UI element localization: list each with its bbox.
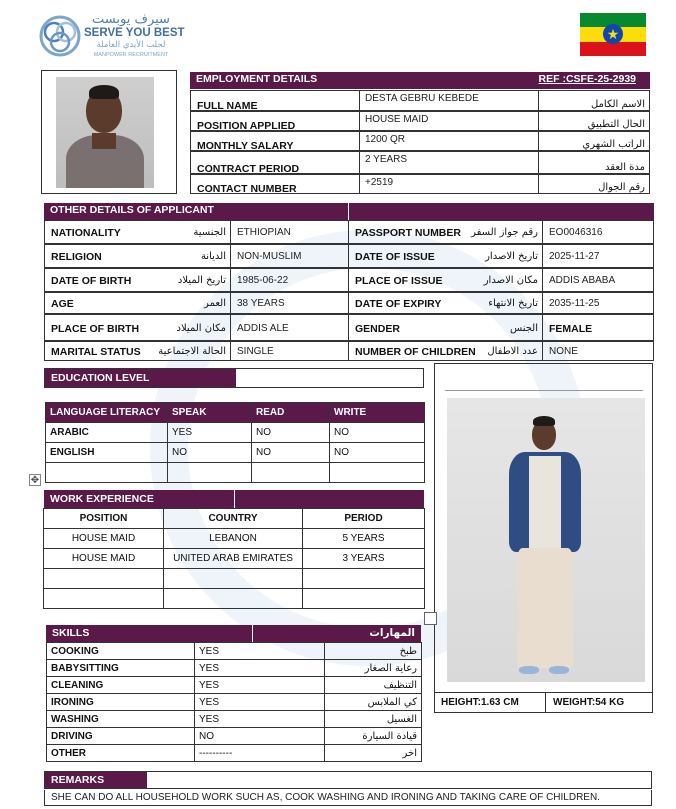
applicant-full-photo [447,398,645,682]
skill-value: YES [195,643,325,660]
skill-label: BABYSITTING [47,660,195,677]
work-column-header: PERIOD [303,509,425,529]
other-label-arabic: رقم جواز السفر [471,227,538,238]
employment-label: FULL NAME [190,90,360,111]
work-cell: 5 YEARS [303,529,425,549]
employment-value: HOUSE MAID [359,111,539,131]
other-label-arabic: الديانة [200,251,226,262]
skill-row [47,711,422,728]
other-details-header [44,203,654,220]
language-level: NO [330,443,425,463]
other-label-arabic: الحالة الاجتماعية [158,346,226,357]
other-value: SINGLE [230,341,349,361]
other-value: 2035-11-25 [542,292,654,314]
other-label: DATE OF ISSUE [355,251,435,263]
height-value: HEIGHT:1.63 CM [441,697,519,708]
other-value: NONE [542,341,654,361]
other-label-cell [348,341,543,361]
skill-label: DRIVING [47,728,195,745]
employment-details-title: EMPLOYMENT DETAILS [196,73,318,85]
applicant-portrait-frame [41,70,177,194]
skill-value: NO [195,728,325,745]
flag-emblem-icon: ★ [603,24,623,44]
table-move-handle-icon[interactable]: ✥ [30,475,40,486]
work-column-header: POSITION [44,509,164,529]
other-label: MARITAL STATUS [51,346,141,358]
work-row [44,549,425,569]
skill-row [47,660,422,677]
skills-table [46,642,422,762]
skill-label-arabic: رعاية الصغار [325,660,422,677]
other-label-cell [44,244,231,268]
other-details-title: OTHER DETAILS OF APPLICANT [50,204,214,216]
other-label-arabic: تاريخ الانتهاء [488,298,538,309]
skill-row [47,728,422,745]
other-label-cell [348,244,543,268]
other-value: FEMALE [542,314,654,341]
skill-value: YES [195,711,325,728]
other-label: DATE OF EXPIRY [355,298,442,310]
other-label-arabic: العمر [204,298,226,309]
work-cell: UNITED ARAB EMIRATES [164,549,303,569]
other-value: 38 YEARS [230,292,349,314]
other-label: NUMBER OF CHILDREN [355,346,476,358]
language-row-empty [46,463,425,483]
other-label-cell [348,314,543,341]
skills-title: SKILLS [52,627,90,639]
other-label-arabic: مكان الاصدار [483,275,538,286]
skill-value: YES [195,677,325,694]
work-column-header: COUNTRY [164,509,303,529]
skill-label-arabic: الغسيل [325,711,422,728]
education-level-row [44,368,424,388]
skill-row [47,694,422,711]
work-experience-title: WORK EXPERIENCE [50,493,154,505]
applicant-portrait [56,77,154,188]
language-column-header: LANGUAGE LITERACY [46,403,168,423]
language-literacy-table [45,402,425,483]
language-level: NO [168,443,252,463]
education-level-title: EDUCATION LEVEL [51,372,150,384]
employment-label-arabic: الراتب الشهري [538,131,650,151]
work-columns-row [44,509,425,529]
language-column-header: WRITE [330,403,425,423]
language-level: NO [252,443,330,463]
skill-label-arabic: قيادة السيارة [325,728,422,745]
other-label-arabic: الجنس [509,323,538,334]
work-row-empty [44,589,425,609]
skill-label-arabic: اخر [325,745,422,762]
work-row-empty [44,569,425,589]
remarks-title: REMARKS [51,774,105,786]
logo-arabic-sub: لجلب الأيدي العاملة [96,40,166,50]
employment-label: CONTACT NUMBER [190,174,360,194]
language-row [46,423,425,443]
language-header-row [46,403,425,423]
ethiopia-flag [580,13,646,56]
skill-label: OTHER [47,745,195,762]
language-row [46,443,425,463]
other-value: ADDIS ALE [230,314,349,341]
skill-label: COOKING [47,643,195,660]
language-name: ARABIC [46,423,168,443]
language-name: ENGLISH [46,443,168,463]
employment-label-arabic: الحال التطبيق [538,111,650,131]
other-label: PLACE OF ISSUE [355,275,443,287]
other-label: RELIGION [51,251,102,263]
logo-emblem-icon [38,14,82,58]
logo-sub: MANPOWER RECRUITMENT [93,52,169,58]
other-value: 2025-11-27 [542,244,654,268]
skill-value: YES [195,660,325,677]
skill-label-arabic: التنظيف [325,677,422,694]
employment-value: DESTA GEBRU KEBEDE [359,90,539,111]
employment-value: +2519 [359,174,539,194]
other-label-cell [44,341,231,361]
employment-label: MONTHLY SALARY [190,131,360,151]
other-label-arabic: عدد الاطفال [487,346,538,357]
remarks-row [44,771,652,789]
logo-arabic: سيرف يوبست [92,12,170,27]
skill-row [47,677,422,694]
employment-value: 1200 QR [359,131,539,151]
skills-title-arabic: المهارات [369,627,415,639]
other-label-arabic: الجنسية [193,227,226,238]
other-label-arabic: تاريخ الميلاد [177,275,226,286]
full-length-photo-frame [434,363,653,713]
employment-label-arabic: الاسم الكامل [538,90,650,111]
work-experience-header [44,490,424,508]
skills-header [46,625,421,642]
other-value: EO0046316 [542,220,654,244]
other-label-cell [44,268,231,292]
skill-value: YES [195,694,325,711]
work-cell: 3 YEARS [303,549,425,569]
language-level: NO [330,423,425,443]
reference-number: REF :CSFE-25-2939 [538,73,636,85]
other-label-cell [348,268,543,292]
work-cell: LEBANON [164,529,303,549]
other-label: PASSPORT NUMBER [355,227,461,239]
skill-label-arabic: كي الملابس [325,694,422,711]
language-level: YES [168,423,252,443]
employment-value: 2 YEARS [359,151,539,174]
other-label-cell [44,292,231,314]
work-experience-table [43,508,425,609]
skill-value: ---------- [195,745,325,762]
language-column-header: READ [252,403,330,423]
work-row [44,529,425,549]
other-label-cell [348,292,543,314]
skill-row [47,745,422,762]
skill-label: WASHING [47,711,195,728]
other-label: GENDER [355,323,400,335]
language-column-header: SPEAK [168,403,252,423]
other-label-cell [44,220,231,244]
work-cell: HOUSE MAID [44,549,164,569]
employment-label-arabic: مدة العقد [538,151,650,174]
employment-label-arabic: رقم الجوال [538,174,650,194]
employment-label: CONTRACT PERIOD [190,151,360,174]
employment-label: POSITION APPLIED [190,111,360,131]
other-label-arabic: تاريخ الاصدار [485,251,538,262]
employment-details-header [190,72,650,89]
remarks-label [45,772,147,788]
other-label: PLACE OF BIRTH [51,323,140,335]
skill-label: CLEANING [47,677,195,694]
other-value: ETHIOPIAN [230,220,349,244]
other-label-cell [44,314,231,341]
other-label: AGE [51,298,74,310]
skill-label-arabic: طبخ [325,643,422,660]
skill-label: IRONING [47,694,195,711]
education-level-label [45,369,236,387]
other-label: DATE OF BIRTH [51,275,132,287]
photo-resize-handle[interactable] [424,612,437,625]
remarks-text: SHE CAN DO ALL HOUSEHOLD WORK SUCH AS, COOK WASHING AND IRONING AND TAKING CARE OF CHILDREN. [44,790,652,806]
other-label-cell [348,220,543,244]
other-value: ADDIS ABABA [542,268,654,292]
weight-value: WEIGHT:54 KG [553,697,625,708]
skill-row [47,643,422,660]
other-value: 1985-06-22 [230,268,349,292]
company-logo [38,12,185,64]
logo-english: SERVE YOU BEST [84,27,185,39]
other-label-arabic: مكان الميلاد [176,323,226,334]
other-value: NON-MUSLIM [230,244,349,268]
language-level: NO [252,423,330,443]
other-label: NATIONALITY [51,227,121,239]
work-cell: HOUSE MAID [44,529,164,549]
